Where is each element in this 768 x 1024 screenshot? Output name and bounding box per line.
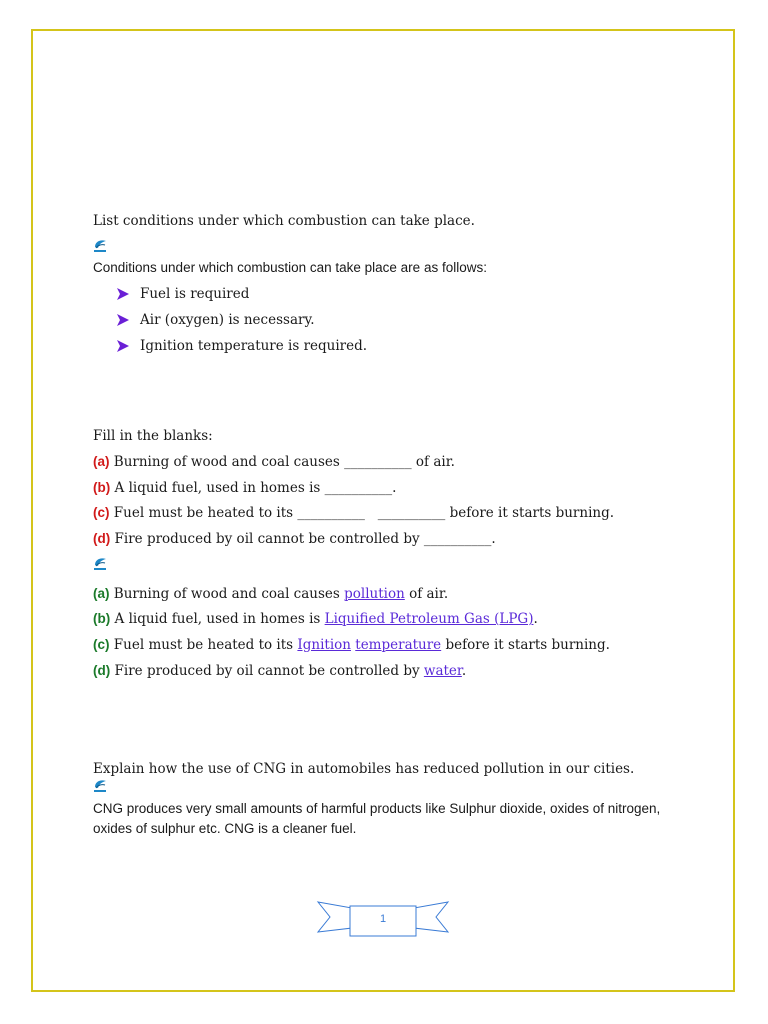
- blank-item-c: [93, 504, 614, 522]
- item-text: Fuel must be heated to its __________ __________ before it starts burning.: [109, 505, 615, 521]
- arrow-bullet-icon: [116, 287, 130, 301]
- question-3: Explain how the use of CNG in automobiles has reduced pollution in our cities.: [93, 761, 635, 777]
- item-text: Burning of wood and coal causes __________ of air.: [109, 454, 455, 470]
- answer-pre: Fuel must be heated to its: [109, 637, 298, 653]
- answer-logo-icon: [93, 778, 109, 794]
- answer-item-c: [93, 636, 610, 654]
- arrow-bullet-icon: [116, 313, 130, 327]
- answer-post: of air.: [404, 586, 449, 602]
- answer-post: .: [533, 611, 538, 627]
- answer-logo-icon: [93, 238, 109, 254]
- item-label: (c): [93, 505, 110, 520]
- answer-item-d: [93, 662, 466, 680]
- answer-post: before it starts burning.: [441, 637, 610, 653]
- answer-pre: Fire produced by oil cannot be controlled by: [110, 663, 424, 679]
- answer-label: (a): [93, 586, 110, 601]
- answer-logo-icon: [93, 556, 109, 572]
- answer-3: CNG produces very small amounts of harmful products like Sulphur dioxide, oxides of nitrogen, oxides of sulphur etc. CNG is a cleaner fuel.: [93, 801, 661, 836]
- answer-fill: water: [423, 663, 462, 679]
- bullet-item: Air (oxygen) is necessary.: [140, 312, 315, 328]
- question-2: Fill in the blanks:: [93, 428, 213, 444]
- answer-fill: pollution: [344, 586, 405, 602]
- item-text: A liquid fuel, used in homes is __________.: [110, 480, 397, 496]
- question-1: List conditions under which combustion can take place.: [93, 213, 475, 229]
- item-label: (b): [93, 480, 111, 495]
- item-text: Fire produced by oil cannot be controlled by __________.: [110, 531, 496, 547]
- answer-item-a: [93, 585, 448, 603]
- item-label: (a): [93, 454, 110, 469]
- answer-fill: Ignition: [297, 637, 351, 653]
- answer-pre: Burning of wood and coal causes: [109, 586, 345, 602]
- bullet-item: Fuel is required: [140, 286, 250, 302]
- arrow-bullet-icon: [116, 339, 130, 353]
- answer-fill: Liquified Petroleum Gas (LPG): [324, 611, 534, 627]
- answer-post: .: [461, 663, 467, 679]
- blank-item-d: [93, 530, 496, 548]
- answer-item-b: [93, 610, 538, 628]
- item-label: (d): [93, 531, 111, 546]
- answer-1-intro: Conditions under which combustion can take place are as follows:: [93, 260, 487, 275]
- blank-item-b: [93, 479, 396, 497]
- blank-item-a: [93, 453, 455, 471]
- page-number: 1: [379, 913, 387, 925]
- answer-pre: A liquid fuel, used in homes is: [110, 611, 325, 627]
- answer-label: (b): [93, 611, 111, 626]
- answer-fill: temperature: [355, 637, 442, 653]
- answer-label: (c): [93, 637, 110, 652]
- answer-label: (d): [93, 663, 111, 678]
- bullet-item: Ignition temperature is required.: [140, 338, 368, 354]
